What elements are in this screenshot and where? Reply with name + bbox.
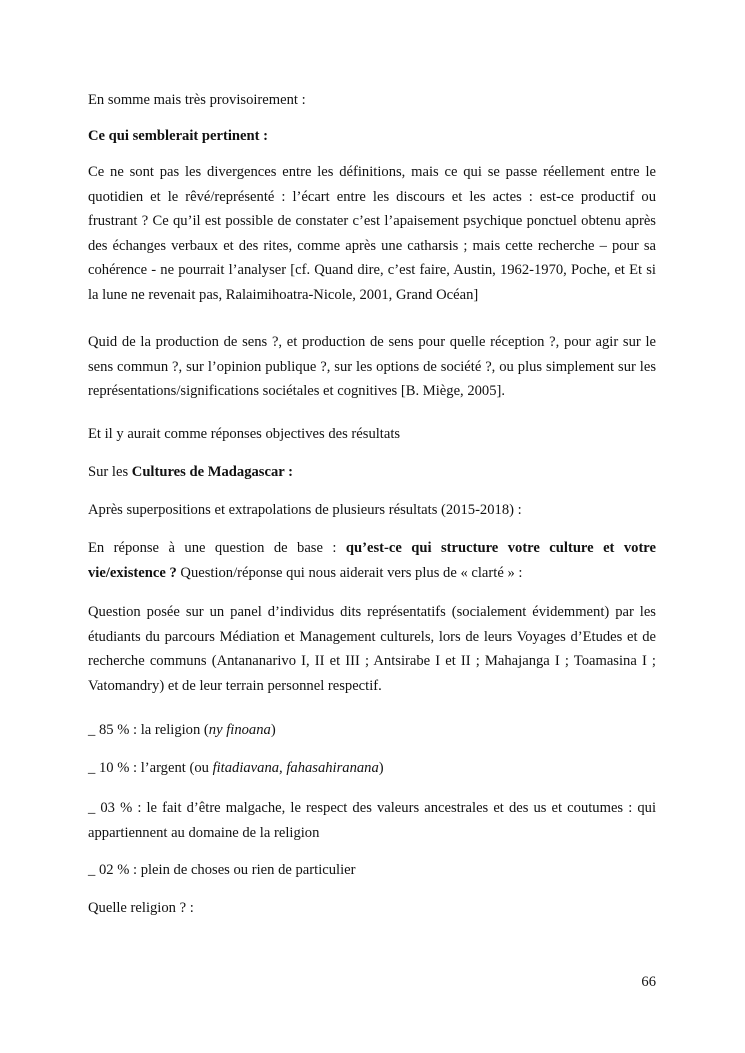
body-paragraph-question-de-base bbox=[88, 536, 656, 585]
result-argent-italic: fitadiavana, fahasahiranana bbox=[212, 760, 379, 776]
question-prefix: En réponse à une question de base : bbox=[88, 540, 346, 556]
question-bold: qu’est-ce qui structure votre culture et votre vie/existence ? bbox=[88, 540, 656, 581]
section-heading: Ce qui semblerait pertinent : bbox=[88, 128, 268, 144]
question-suffix: Question/réponse qui nous aiderait vers plus de « clarté » : bbox=[176, 564, 523, 581]
result-item-malgache: _ 03 % : le fait d’être malgache, le respect des valeurs ancestrales et des us et coutumes : qui appartiennent au domaine de la religion bbox=[88, 800, 656, 841]
body-paragraph-resultats: Et il y aurait comme réponses objectives des résultats bbox=[88, 426, 401, 442]
cultures-heading: Cultures de Madagascar : bbox=[131, 464, 293, 480]
result-item-religion bbox=[88, 718, 656, 743]
body-paragraph-divergences: Ce ne sont pas les divergences entre les définitions, mais ce qui se passe réellement entre le quotidien et le rêvé/représenté : l’écart entre les discours et les actes : est-ce productif ou frustrant ? Ce qu’il est possible de constater c’est l’apaisement psychique ponctuel obtenu après des échanges verbaux et des rites, comme après une catharsis ; mais cette recherche – pour sa cohérence - ne pourrait l’analyser [cf. Quand dire, c’est faire, Austin, 1962-1970, Poche, et Et si la lune ne revenait pas, Ralaimihoatra-Nicole, 2001, Grand Océan] bbox=[88, 164, 656, 303]
result-item-autres: _ 02 % : plein de choses ou rien de particulier bbox=[88, 862, 356, 878]
body-paragraph-quelle-religion: Quelle religion ? : bbox=[88, 900, 194, 916]
body-paragraph-superpositions: Après superpositions et extrapolations de plusieurs résultats (2015-2018) : bbox=[88, 502, 522, 518]
body-paragraph-cultures bbox=[88, 460, 656, 485]
result-argent-prefix: _ 10 % : l’argent (ou bbox=[88, 760, 213, 776]
result-item-argent bbox=[88, 756, 656, 781]
result-religion-suffix: ) bbox=[270, 722, 276, 738]
body-paragraph-production-de-sens: Quid de la production de sens ?, et production de sens pour quelle réception ?, pour agir sur le sens commun ?, sur l’opinion publique ?, sur les options de société ?, ou plus simplement sur les représentations/significations sociétales et cognitives [B. Miège, 2005]. bbox=[88, 334, 656, 399]
page-number: 66 bbox=[641, 974, 656, 990]
result-religion-italic: ny finoana bbox=[208, 722, 271, 738]
intro-paragraph: En somme mais très provisoirement : bbox=[88, 92, 306, 108]
result-religion-prefix: _ 85 % : la religion ( bbox=[88, 722, 209, 738]
body-paragraph-panel: Question posée sur un panel d’individus dits représentatifs (socialement évidemment) par les étudiants du parcours Médiation et Management culturels, lors de leurs Voyages d’Etudes et de recherche communs (Antananarivo I, II et III ; Antsirabe I et II ; Mahajanga I ; Toamasina I ; Vatomandry) et de leur terrain personnel respectif. bbox=[88, 604, 656, 694]
cultures-prefix: Sur les bbox=[88, 464, 132, 480]
result-argent-suffix: ) bbox=[378, 760, 384, 776]
